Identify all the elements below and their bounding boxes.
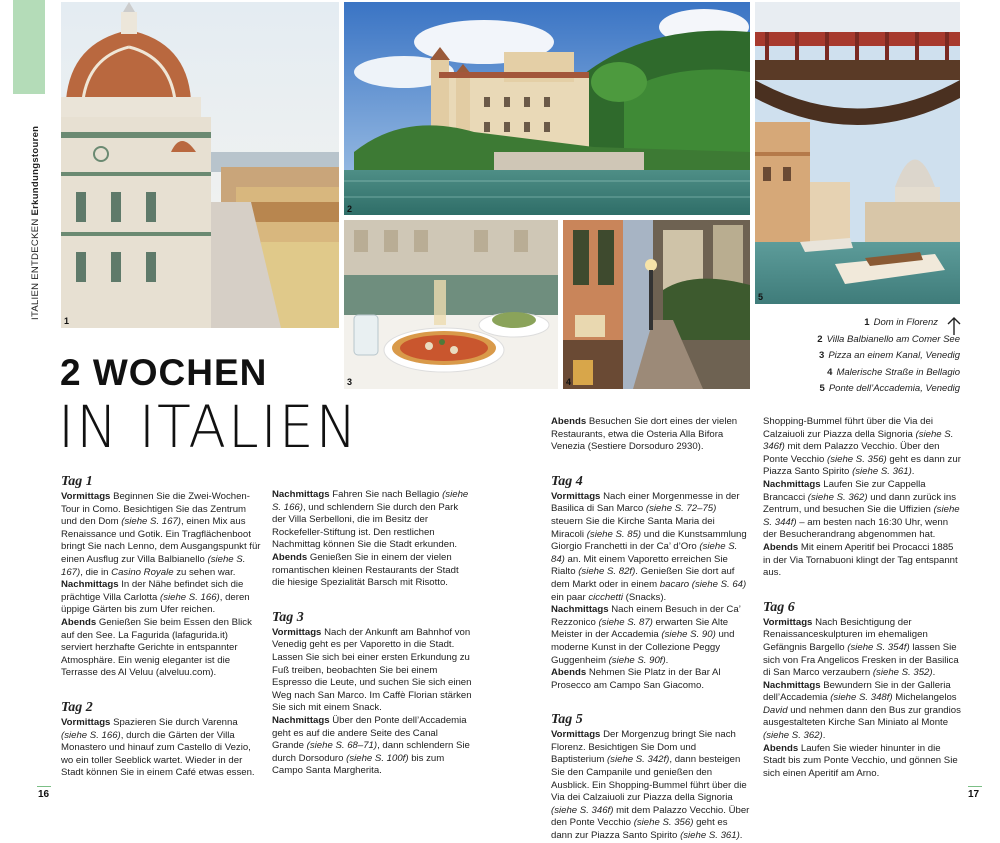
text-column-3: [551, 416, 750, 842]
page-number-rule-left: [37, 786, 51, 787]
day1-morning: Vormittags Beginnen Sie die Zwei-Wochen-Tour in Como. Besichtigen Sie das Zentrum und den Dom (siehe S. 167), einen Mix aus Renaissance und Gotik. Ein Tragflächenboot bringt Sie nach Lenno, dem Ausgangspunkt für einen Ausflug zur Villa Balbianello (siehe S. 167), die in Casino Royale zu sehen war.: [61, 491, 261, 578]
day4-afternoon: Nachmittags Nach einem Besuch in der Ca’ Rezzonico (siehe S. 87) erwarten Sie Alte Meister in der Accademia (siehe S. 90) und moderne Kunst in der Collezione Peggy Guggenheim (siehe S. 90f).: [551, 604, 741, 666]
day-heading-5: Tag 5: [551, 712, 583, 728]
caption-3: [790, 348, 960, 365]
caption-number: 4: [827, 366, 833, 378]
day3-afternoon: Nachmittags Über den Ponte dell’Accademia geht es auf die andere Seite des Canal Grande (siehe S. 68–71), dann schlendern Sie durch Dorsoduro (siehe S. 100f) bis zum Campo Santa Margherita.: [272, 714, 470, 777]
caption-1: [790, 315, 960, 332]
day3-morning: Vormittags Nach der Ankunft am Bahnhof von Venedig geht es per Vaporetto in die Stadt. Lassen Sie sich bei einer ersten Erkundung zu Fuß treiben, beobachten Sie bei einem Espresso die Leute, und suchen Sie sich einen Weg nach San Marco. Im Caffè Florian stärken Sie sich mit einem Snack.: [272, 626, 472, 714]
caption-number: 1: [864, 317, 870, 328]
caption-4: [790, 365, 960, 382]
day-heading-3: Tag 3: [272, 609, 304, 625]
caption-2: [790, 332, 960, 349]
page-title-line2: IN ITALIEN: [58, 393, 359, 461]
section-color-tab: [13, 0, 45, 94]
page-title-line1: 2 WOCHEN: [60, 352, 268, 393]
caption-5: [790, 381, 960, 398]
section-label-part2: Erkundungstouren: [30, 125, 41, 216]
day2-afternoon: Nachmittags Fahren Sie nach Bellagio (siehe S. 166), und schlendern Sie durch den Park der Villa Serbelloni, die im Besitz der Rockefeller-Stiftung ist. Den restlichen Nachmittag können Sie die Stadt erkunden.: [272, 489, 469, 551]
photo-pizza-canal: [344, 220, 558, 389]
caption-text: Villa Balbianello am Comer See: [826, 333, 960, 345]
photo-captions: [790, 315, 960, 398]
photo-number-1: 1: [64, 316, 70, 326]
day3-evening: Abends Besuchen Sie dort eines der vielen Restaurants, etwa die Osteria Alla Bifora Venezia (Sestiere Dorsoduro 2930).: [551, 416, 738, 453]
section-label: [30, 126, 41, 320]
day1-afternoon: Nachmittags In der Nähe befindet sich die prächtige Villa Carlotta (siehe S. 166), deren üppige Gärten bis zum Ufer reichen.: [61, 579, 250, 616]
day2-morning: Vormittags Spazieren Sie durch Varenna (siehe S. 166), durch die Gärten der Villa Monastero und hinauf zum Castello di Vezio, wo ein toller Seeblick wartet. Wieder in der Stadt können Sie in einem Café etwas essen.: [61, 716, 255, 779]
day1-evening: Abends Genießen Sie beim Essen den Blick auf den See. La Fagurida (lafagurida.it) serviert herzhafte Gerichte in entspannter Atmosphäre. Ein wenig eleganter ist die Terrasse des Al Veluu (alveluu.com).: [61, 616, 252, 679]
day5-evening: Abends Mit einem Aperitif bei Procacci 1885 in der Via Tornabuoni klingt der Tag entspannt aus.: [763, 541, 958, 579]
caption-text: Malerische Straße in Bellagio: [836, 366, 960, 378]
photo-bellagio-street: [563, 220, 750, 389]
caption-number: 2: [817, 333, 823, 345]
page-number-rule-right: [968, 786, 982, 787]
day5-morning: Vormittags Der Morgenzug bringt Sie nach Florenz. Besichtigen Sie Dom und Baptisterium (siehe S. 342f), dann besteigen Sie den Campanile und genießen den Ausblick. Ein Shopping-Bummel führt über die Via dei Calzaiuoli zur Piazza della Signoria (siehe S. 346f) mit dem Palazzo Vecchio. Über den Ponte Vecchio (siehe S. 356) geht es dann zur Piazza Santo Spirito (siehe S. 361).: [551, 729, 750, 842]
caption-number: 3: [819, 350, 825, 361]
text-column-4: [763, 416, 963, 780]
photo-villa-balbianello: [344, 2, 750, 215]
day6-afternoon: Nachmittags Bewundern Sie in der Galleria dell’Accademia (siehe S. 348f) Michelangelos David und nehmen dann den Bus zur grandios ausgestalteten Kirche San Miniato al Monte (siehe S. 362).: [763, 679, 961, 742]
page-number-left: 16: [38, 789, 50, 800]
photo-florence-duomo: [61, 2, 339, 328]
photo-number-2: 2: [347, 204, 353, 214]
photo-number-4: 4: [566, 377, 572, 387]
section-label-part1: ITALIEN ENTDECKEN: [30, 218, 41, 320]
photo-number-3: 3: [347, 377, 353, 387]
caption-number: 5: [819, 383, 825, 394]
photo-number-5: 5: [758, 292, 764, 302]
day5-afternoon: Nachmittags Laufen Sie zur Cappella Brancacci (siehe S. 362) und dann zurück ins Zentrum, und besuchen Sie die Uffizien (siehe S. 344f) – am besten nach 16:30 Uhr, wenn der Besucherandrang abgenommen hat.: [763, 478, 960, 541]
day5-morning-cont: Shopping-Bummel führt über die Via dei Calzaiuoli zur Piazza della Signoria (siehe S. 346f) mit dem Palazzo Vecchio. Über den Ponte Vecchio (siehe S. 356) geht es dann zur Piazza Santo Spirito (siehe S. 361).: [763, 416, 961, 478]
day6-evening: Abends Laufen Sie wieder hinunter in die Stadt bis zum Ponte Vecchio, und gönnen Sie sich einen Aperitif am Arno.: [763, 742, 958, 779]
caption-text: Dom in Florenz: [873, 317, 938, 328]
text-column-2: [272, 489, 472, 778]
caption-text: Pizza an einem Kanal, Venedig: [828, 350, 960, 361]
day2-evening: Abends Genießen Sie in einem der vielen romantischen kleinen Restaurants der Stadt die hiesige Spezialität Barsch mit Risotto.: [272, 551, 459, 589]
day-heading-2: Tag 2: [61, 699, 93, 715]
photo-ponte-accademia: [755, 2, 960, 304]
day4-morning: Vormittags Nach einer Morgenmesse in der Basilica di San Marco (siehe S. 72–75) steuern Sie die Kirche Santa Maria dei Miracoli (siehe S. 85) und die Kunstsammlung Giorgio Franchetti in der Ca’ d’Oro (siehe S. 84) an. Mit einem Vaporetto erreichen Sie Rialto (siehe S. 82f). Genießen Sie dort auf dem Markt oder in einem bacaro (siehe S. 64) ein paar cicchetti (Snacks).: [551, 490, 747, 603]
caption-text: Ponte dell’Accademia, Venedig: [828, 383, 960, 394]
day-heading-4: Tag 4: [551, 473, 583, 489]
day-heading-6: Tag 6: [763, 599, 795, 615]
arrow-up-icon: [947, 316, 961, 336]
text-column-1: [61, 474, 261, 780]
page-number-right: 17: [968, 789, 980, 800]
day-heading-1: Tag 1: [61, 474, 93, 489]
day4-evening: Abends Nehmen Sie Platz in der Bar Al Prosecco am Campo San Giacomo.: [551, 667, 721, 691]
day6-morning: Vormittags Nach Besichtigung der Renaissanceskulpturen im ehemaligen Gefängnis Bargello (siehe S. 354f) lassen Sie sich von Fra Angelicos Fresken in der Basilica di San Marco verzaubern (siehe S. 352).: [763, 616, 959, 679]
